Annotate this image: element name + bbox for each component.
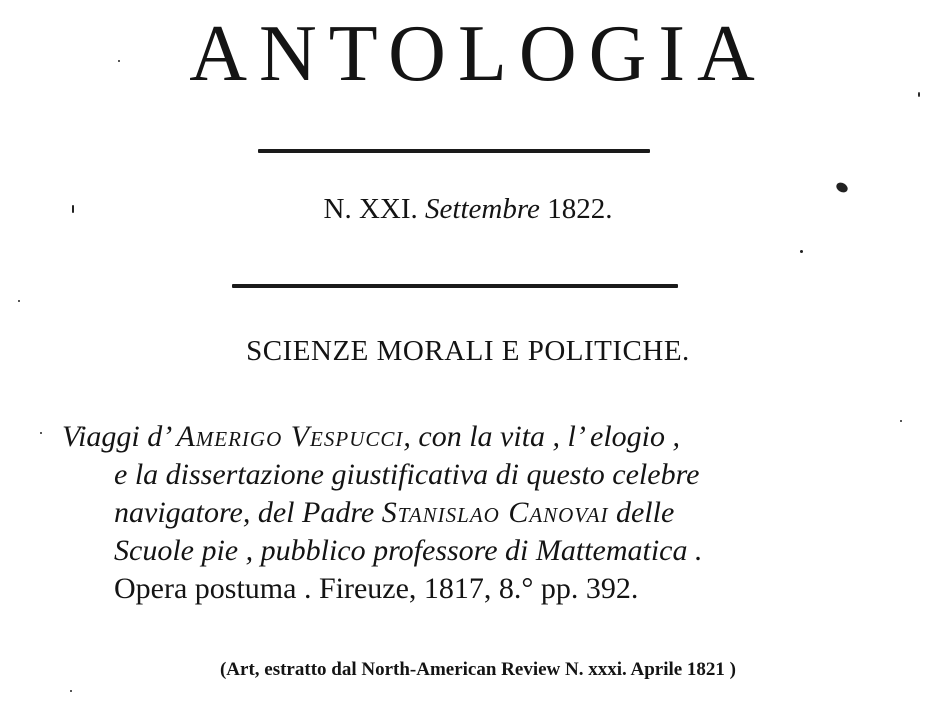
scan-speck <box>72 205 74 213</box>
scan-speck <box>70 690 72 692</box>
scan-speck <box>18 300 20 302</box>
entry-line-2: e la dissertazione giustificativa di questo celebre <box>114 458 700 491</box>
top-rule <box>258 149 650 153</box>
scan-speck <box>835 181 850 195</box>
scan-speck <box>118 60 120 62</box>
scan-speck <box>900 420 902 422</box>
entry-line-1-text: Viaggi d’ <box>62 420 177 453</box>
entry-line-3-text: navigatore, del Padre <box>114 496 382 529</box>
editor-name: Stanislao Canovai <box>381 496 609 529</box>
scan-speck <box>40 432 42 434</box>
entry-line-3-rest: delle <box>608 496 675 529</box>
entry-line-4: Scuole pie , pubblico professore di Mattematica . <box>114 534 703 567</box>
section-heading: SCIENZE MORALI E POLITICHE. <box>246 335 690 367</box>
entry-line-3 <box>62 494 852 532</box>
issue-line <box>0 194 936 226</box>
scan-speck <box>800 250 803 253</box>
entry-line-1 <box>62 418 852 456</box>
source-note: (Art, estratto dal North-American Review N. xxxi. Aprile 1821 ) <box>219 659 737 680</box>
entry-line-5: Opera postuma . Fireuze, 1817, 8.° pp. 392. <box>114 572 639 605</box>
journal-title: ANTOLOGIA <box>189 10 767 98</box>
issue-month: Settembre <box>425 193 540 225</box>
issue-year: 1822. <box>547 193 613 225</box>
scan-speck <box>918 92 920 97</box>
bibliographic-entry <box>62 418 852 608</box>
author-name: Amerigo Vespucci <box>176 420 404 453</box>
issue-number: N. XXI. <box>323 193 418 225</box>
entry-line-1-rest: , con la vita , l’ elogio , <box>403 420 681 453</box>
bottom-rule <box>232 284 678 288</box>
